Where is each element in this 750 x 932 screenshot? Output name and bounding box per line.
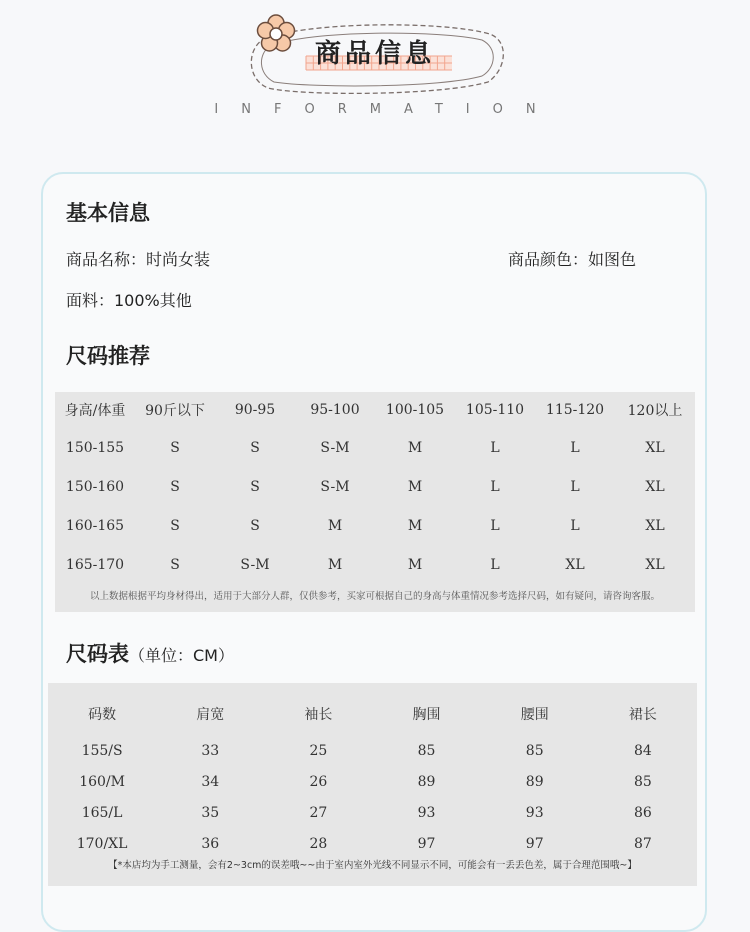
size-recommend-row	[55, 545, 695, 584]
header	[0, 0, 750, 150]
table-cell: 27	[309, 804, 328, 821]
flower-icon	[258, 15, 295, 51]
table-cell: M	[407, 439, 423, 456]
table-cell: M	[327, 556, 343, 573]
table-cell: S-M	[320, 478, 350, 495]
table-cell: S	[250, 478, 260, 495]
table-cell: 155/S	[81, 742, 123, 759]
table-cell: 89	[525, 773, 544, 790]
column-header: 腰围	[520, 707, 549, 723]
table-cell: M	[407, 478, 423, 495]
table-cell: M	[407, 517, 423, 534]
size-chart-note: 【*本店均为手工测量，会有2~3cm的误差哦~~由于室内室外光线不同显示不同，可能会有一丢丢色差，属于合理范围哦~】	[108, 860, 637, 871]
size-recommend-table	[55, 392, 695, 612]
table-cell: 85	[525, 742, 544, 759]
product-fabric: 面料：100%其他	[66, 291, 192, 310]
table-cell: 26	[309, 773, 328, 790]
table-cell: L	[570, 478, 580, 495]
size-chart-unit: （单位：CM）	[129, 646, 234, 665]
table-cell: S	[170, 556, 180, 573]
table-cell: 36	[201, 835, 220, 852]
table-cell: S	[170, 517, 180, 534]
table-cell: S	[170, 439, 180, 456]
table-cell: L	[570, 439, 580, 456]
table-cell: S-M	[320, 439, 350, 456]
table-cell: 25	[309, 742, 328, 759]
size-recommend-row	[55, 506, 695, 545]
table-cell: S	[250, 517, 260, 534]
size-chart-row	[48, 766, 697, 797]
column-header: 95-100	[310, 402, 360, 418]
table-cell: 93	[417, 804, 436, 821]
table-cell: M	[327, 517, 343, 534]
table-cell: L	[570, 517, 580, 534]
table-cell: 84	[633, 742, 652, 759]
table-cell: XL	[645, 556, 665, 573]
table-cell: 86	[633, 804, 652, 821]
column-header: 90斤以下	[145, 403, 205, 419]
table-cell: L	[490, 478, 500, 495]
table-cell: 150-155	[65, 439, 125, 456]
size-recommend-row	[55, 428, 695, 467]
size-chart-row	[48, 828, 697, 859]
table-cell: XL	[645, 517, 665, 534]
table-cell: S	[250, 439, 260, 456]
table-cell: 34	[201, 773, 220, 790]
table-cell: S-M	[240, 556, 270, 573]
column-header: 身高/体重	[64, 403, 126, 419]
table-cell: 87	[633, 835, 652, 852]
table-cell: 170/XL	[76, 835, 128, 852]
title-frame	[0, 0, 750, 150]
page-subtitle: INFORMATION	[214, 102, 559, 117]
column-header: 90-95	[234, 402, 276, 418]
product-name: 商品名称：时尚女装	[66, 250, 211, 269]
table-cell: 89	[417, 773, 436, 790]
table-cell: 28	[309, 835, 328, 852]
size-chart-row	[48, 735, 697, 766]
product-color: 商品颜色：如图色	[508, 250, 637, 269]
column-header: 120以上	[627, 403, 683, 419]
size-chart-table	[48, 683, 697, 886]
column-header: 115-120	[545, 402, 605, 418]
column-header: 裙长	[628, 707, 657, 723]
table-cell: XL	[645, 439, 665, 456]
column-header: 码数	[88, 707, 117, 723]
table-cell: 150-160	[65, 478, 125, 495]
size-recommend-note: 以上数据根据平均身材得出，适用于大部分人群，仅供参考，买家可根据自己的身高与体重情况参考选择尺码，如有疑问，请咨询客服。	[89, 591, 660, 602]
table-cell: XL	[565, 556, 585, 573]
table-cell: 160-165	[65, 517, 125, 534]
size-chart-heading	[66, 638, 234, 668]
table-cell: 85	[633, 773, 652, 790]
table-cell: 93	[525, 804, 544, 821]
table-cell: L	[490, 439, 500, 456]
table-cell: L	[490, 556, 500, 573]
table-cell: 35	[201, 804, 220, 821]
page-title: 商品信息	[314, 39, 435, 69]
table-cell: 85	[417, 742, 436, 759]
size-recommend-header-row	[55, 392, 695, 428]
size-chart-title: 尺码表	[66, 642, 129, 666]
table-cell: L	[490, 517, 500, 534]
column-header: 胸围	[412, 707, 441, 723]
table-cell: 160/M	[79, 773, 125, 790]
table-cell: 165/L	[81, 804, 123, 821]
size-chart-header-row	[48, 683, 697, 735]
table-cell: 97	[417, 835, 436, 852]
size-recommend-row	[55, 467, 695, 506]
table-cell: 165-170	[65, 556, 125, 573]
table-cell: S	[170, 478, 180, 495]
column-header: 100-105	[385, 402, 445, 418]
size-recommend-heading: 尺码推荐	[66, 344, 150, 368]
table-cell: XL	[645, 478, 665, 495]
column-header: 肩宽	[196, 707, 225, 723]
basic-info-heading: 基本信息	[66, 201, 150, 225]
column-header: 105-110	[465, 402, 525, 418]
table-cell: 33	[201, 742, 220, 759]
column-header: 袖长	[304, 707, 333, 723]
table-cell: 97	[525, 835, 544, 852]
size-chart-row	[48, 797, 697, 828]
table-cell: M	[407, 556, 423, 573]
